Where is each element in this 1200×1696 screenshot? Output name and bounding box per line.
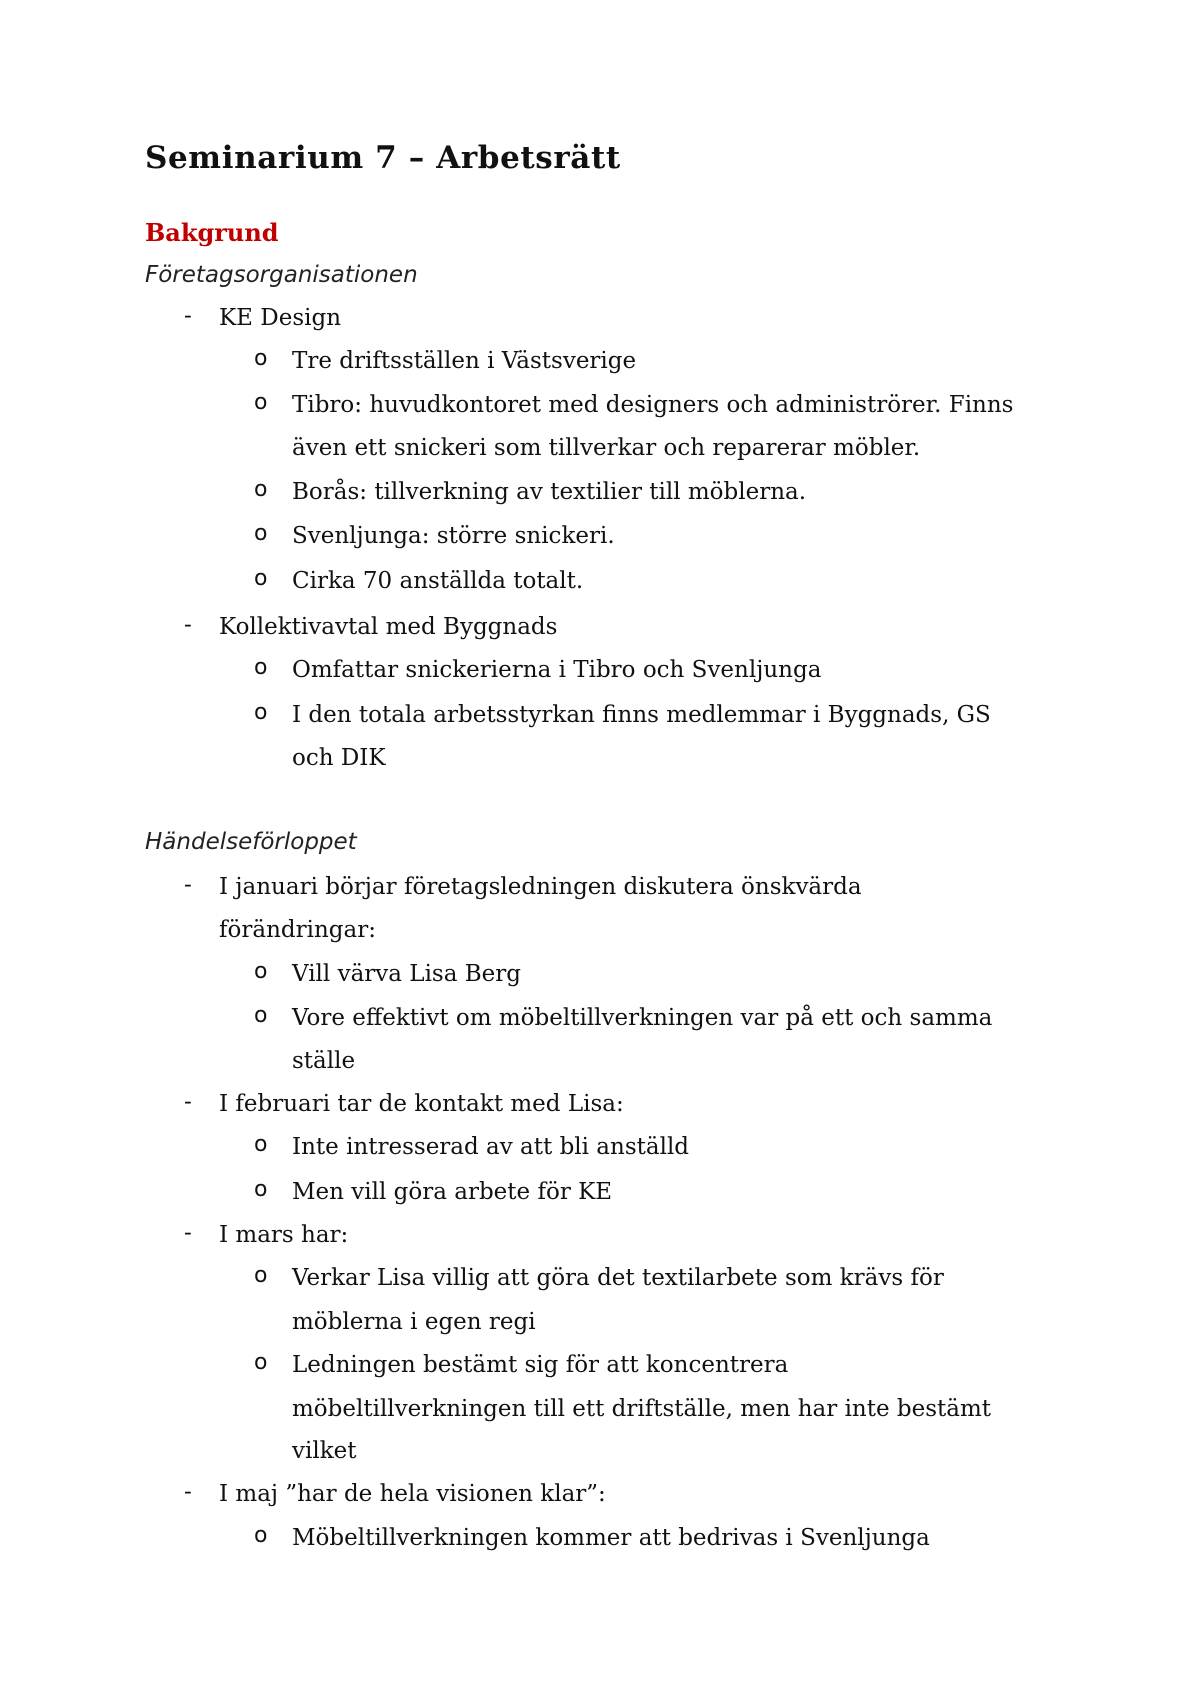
list-item-continuation: förändringar: <box>219 917 376 943</box>
list-item: Cirka 70 anställda totalt. <box>292 568 584 594</box>
list-item: I den totala arbetsstyrkan finns medlemmar i Byggnads, GS <box>292 702 991 728</box>
list-item: Möbeltillverkningen kommer att bedrivas i Svenljunga <box>292 1525 930 1551</box>
list-item: KE Design <box>219 305 342 331</box>
list-item: Omfattar snickerierna i Tibro och Svenljunga <box>292 657 822 683</box>
dash-marker: - <box>184 872 192 898</box>
bullet-marker: o <box>254 1177 268 1202</box>
dash-marker: - <box>184 1479 192 1505</box>
list-item-continuation: möblerna i egen regi <box>292 1309 536 1335</box>
subheading-handelseforloppet: Händelseförloppet <box>145 829 357 855</box>
list-item-continuation: vilket <box>292 1438 357 1464</box>
dash-marker: - <box>184 1089 192 1115</box>
list-item: Borås: tillverkning av textilier till möblerna. <box>292 479 807 505</box>
list-item: Ledningen bestämt sig för att koncentrera <box>292 1352 789 1378</box>
list-item: Vill värva Lisa Berg <box>292 961 521 987</box>
dash-marker: - <box>184 1220 192 1246</box>
bullet-marker: o <box>254 1132 268 1157</box>
bullet-marker: o <box>254 346 268 371</box>
bullet-marker: o <box>254 521 268 546</box>
list-item: Inte intresserad av att bli anställd <box>292 1134 690 1160</box>
list-item: Men vill göra arbete för KE <box>292 1179 613 1205</box>
list-item-continuation: möbeltillverkningen till ett driftställe, men har inte bestämt <box>292 1396 992 1422</box>
bullet-marker: o <box>254 959 268 984</box>
list-item: I januari börjar företagsledningen diskutera önskvärda <box>219 874 862 900</box>
bullet-marker: o <box>254 477 268 502</box>
bullet-marker: o <box>254 566 268 591</box>
document-title: Seminarium 7 – Arbetsrätt <box>145 140 621 176</box>
section-heading-bakgrund: Bakgrund <box>145 218 279 247</box>
bullet-marker: o <box>254 390 268 415</box>
list-item: Svenljunga: större snickeri. <box>292 523 615 549</box>
list-item: Vore effektivt om möbeltillverkningen var på ett och samma <box>292 1005 993 1031</box>
list-item: Tre driftsställen i Västsverige <box>292 348 637 374</box>
list-item: Kollektivavtal med Byggnads <box>219 614 558 640</box>
list-item-continuation: även ett snickeri som tillverkar och reparerar möbler. <box>292 435 921 461</box>
list-item: I mars har: <box>219 1222 349 1248</box>
dash-marker: - <box>184 612 192 638</box>
list-item: Tibro: huvudkontoret med designers och administrörer. Finns <box>292 392 1014 418</box>
list-item-continuation: ställe <box>292 1048 356 1074</box>
bullet-marker: o <box>254 700 268 725</box>
dash-marker: - <box>184 303 192 329</box>
list-item: Verkar Lisa villig att göra det textilarbete som krävs för <box>292 1265 944 1291</box>
list-item: I februari tar de kontakt med Lisa: <box>219 1091 624 1117</box>
bullet-marker: o <box>254 1263 268 1288</box>
bullet-marker: o <box>254 1003 268 1028</box>
list-item: I maj ”har de hela visionen klar”: <box>219 1481 606 1507</box>
bullet-marker: o <box>254 1523 268 1548</box>
bullet-marker: o <box>254 1350 268 1375</box>
bullet-marker: o <box>254 655 268 680</box>
subheading-foretagsorganisationen: Företagsorganisationen <box>145 262 418 288</box>
list-item-continuation: och DIK <box>292 745 386 771</box>
